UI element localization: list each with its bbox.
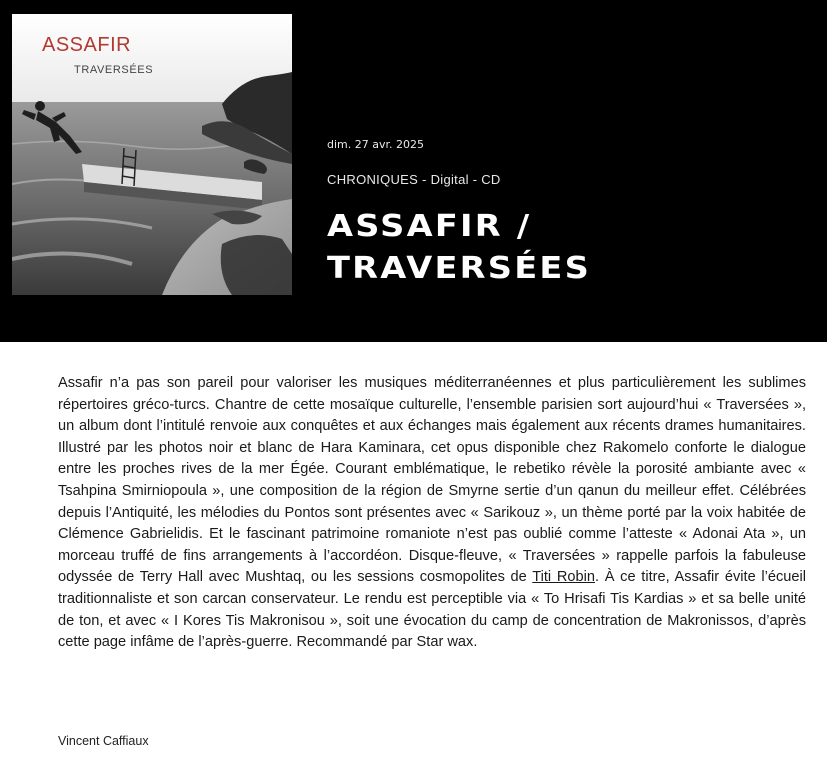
page-title: [327, 206, 827, 290]
post-date: dim. 27 avr. 2025: [327, 138, 424, 151]
album-cover-image: [12, 14, 292, 295]
titi-robin-link[interactable]: Titi Robin: [532, 569, 595, 586]
article-text-part-1: Assafir n’a pas son pareil pour valoriser les musiques méditerranéennes et plus particulièrement les sublimes répertoires gréco-turcs. Chantre de cette mosaïque culturelle, l’ensemble parisien sort aujourd’hui « Traversées », un album dont l’intitulé renvoie aux conquêtes et aux échanges mais également aux récents drames humanitaires. Illustré par les photos noir et blanc de Hara Kaminara, cet opus disponible chez Rakomelo conforte le dialogue entre les proches rives de la mer Égée. Courant emblématique, le rebetiko révèle la porosité ambiante avec « Tsahpina Smirniopoula », une composition de la région de Smyrne sertie d’un qanun du meilleur effet. Célébrées depuis l’Antiquité, les mélodies du Pontos sont présentes avec « Sarikouz », un thème porté par la voix habitée de Clémence Gabrielidis. Et le fascinant patrimoine romaniote n’est pas oublié comme l’atteste « Adonai Ata », un morceau truffé de fins arrangements à l’accordéon. Disque-fleuve, « Traversées » rappelle parfois la fabuleuse odyssée de Terry Hall avec Mushtaq, ou les sessions cosmopolites de: [58, 375, 806, 586]
album-cover-title: TRAVERSÉES: [74, 64, 154, 76]
page-title-line-1: ASSAFIR /: [327, 209, 532, 244]
article-text-part-2: . À ce titre, Assafir évite l’écueil traditionnaliste et son carcan conservateur. Le rendu est perceptible via « To Hrisafi Tis Kardias » et sa belle unité de ton, et avec « I Kores Tis Makronisou », soit une évocation du camp de concentration de Makronissos, d’après cette page infâme de l’après-guerre. Recommandé par Star wax.: [58, 569, 806, 651]
page-title-line-2: TRAVERSÉES: [327, 251, 592, 286]
article-body: [58, 373, 806, 654]
article-author: Vincent Caffiaux: [58, 734, 149, 748]
post-header: [0, 0, 827, 342]
album-cover-artist: ASSAFIR: [42, 34, 132, 56]
post-categories[interactable]: CHRONIQUES - Digital - CD: [327, 172, 501, 187]
